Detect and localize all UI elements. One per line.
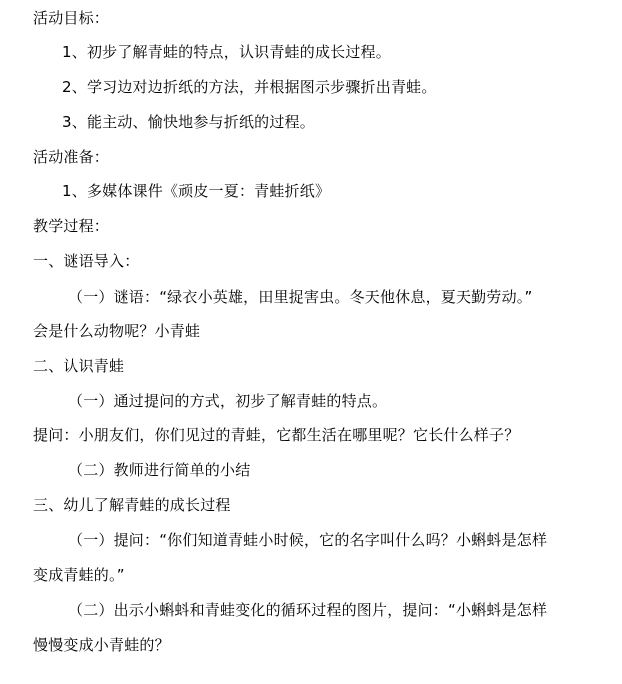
heading-activity-prep: 活动准备：: [33, 148, 110, 166]
section-1-title: 一、谜语导入：: [33, 252, 140, 270]
section-2-step-2: （二）教师进行简单的小结: [68, 461, 251, 479]
section-1-answer: 会是什么动物呢？小青蛙: [33, 322, 201, 340]
section-2-question: 提问：小朋友们，你们见过的青蛙，它都生活在哪里呢？它长什么样子？: [33, 426, 520, 444]
section-2-step-1: （一）通过提问的方式，初步了解青蛙的特点。: [68, 392, 388, 410]
heading-activity-goals: 活动目标：: [33, 9, 110, 27]
section-2-title: 二、认识青蛙: [33, 357, 125, 375]
section-3-title: 三、幼儿了解青蛙的成长过程: [33, 496, 231, 514]
goal-item-1: 1、初步了解青蛙的特点，认识青蛙的成长过程。: [62, 43, 391, 61]
section-3-step-1-cont: 变成青蛙的。”: [33, 566, 125, 584]
prep-item-1: 1、多媒体课件《顽皮一夏：青蛙折纸》: [62, 182, 331, 200]
section-3-step-2: （二）出示小蝌蚪和青蛙变化的循环过程的图片，提问：“小蝌蚪是怎样: [68, 601, 548, 619]
section-3-step-2-cont: 慢慢变成小青蛙的？: [33, 636, 170, 654]
heading-teaching-process: 教学过程：: [33, 217, 110, 235]
section-1-riddle: （一）谜语：“绿衣小英雄，田里捉害虫。冬天他休息，夏天勤劳动。”: [68, 288, 533, 306]
section-3-step-1: （一）提问：“你们知道青蛙小时候，它的名字叫什么吗？小蝌蚪是怎样: [68, 531, 548, 549]
goal-item-2: 2、学习边对边折纸的方法，并根据图示步骤折出青蛙。: [62, 78, 437, 96]
goal-item-3: 3、能主动、愉快地参与折纸的过程。: [62, 113, 315, 131]
